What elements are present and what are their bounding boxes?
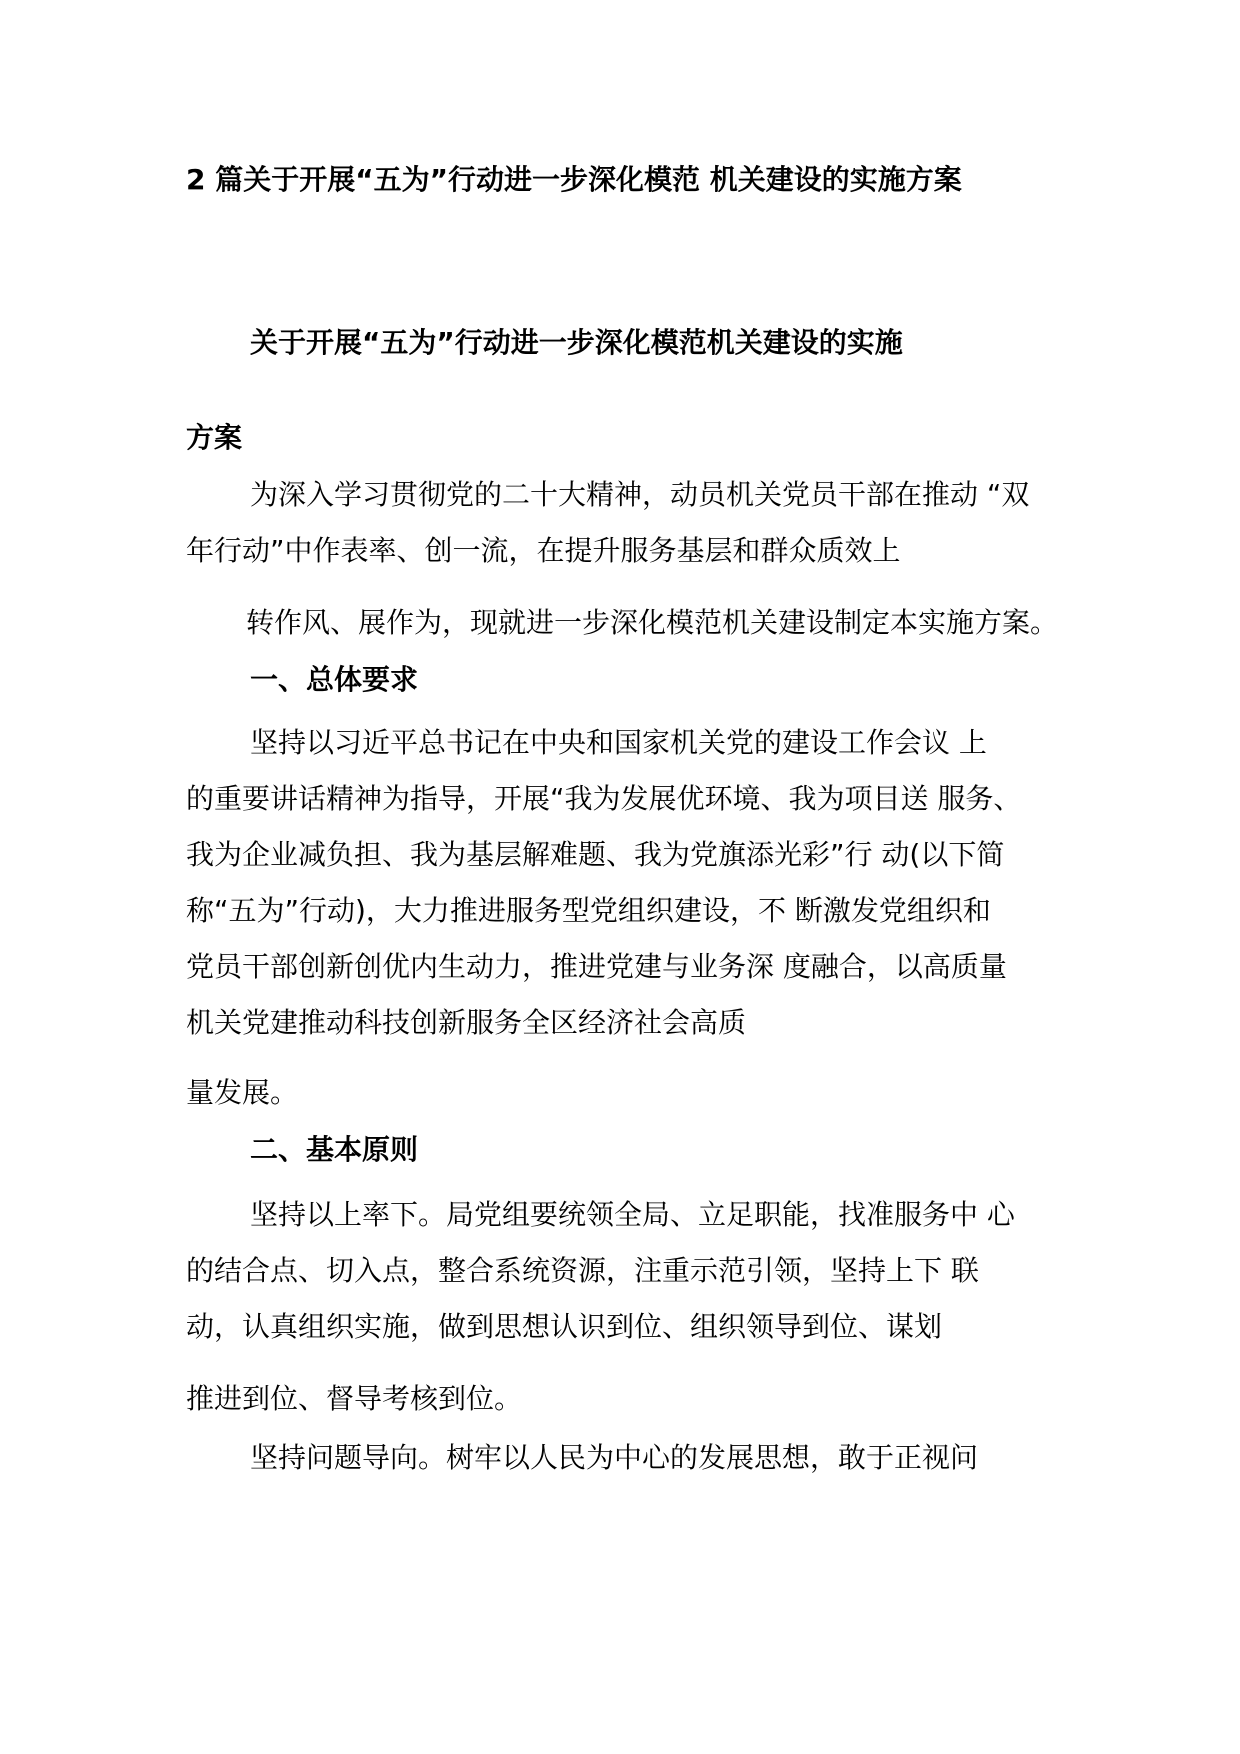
section-1-line: 量发展。 xyxy=(186,1076,299,1109)
section-2-line: 的结合点、切入点，整合系统资源，注重示范引领，坚持上下 联 xyxy=(186,1254,979,1287)
section-1-line: 称“五为”行动)，大力推进服务型党组织建设，不 断激发党组织和 xyxy=(186,894,991,927)
section-2-line: 坚持问题导向。树牢以人民为中心的发展思想，敢于正视问 xyxy=(250,1441,979,1474)
intro-line: 转作风、展作为，现就进一步深化模范机关建设制定本实施方案。 xyxy=(246,606,1059,639)
section-1-line: 的重要讲话精神为指导，开展“我为发展优环境、我为项目送 服务、 xyxy=(186,782,1022,815)
section-1-line: 党员干部创新创优内生动力，推进党建与业务深 度融合，以高质量 xyxy=(186,950,1007,983)
section-1-line: 坚持以习近平总书记在中央和国家机关党的建设工作会议 上 xyxy=(250,726,987,759)
section-2-heading: 二、基本原则 xyxy=(250,1133,419,1166)
document-header-title: 2 篇关于开展“五为”行动进一步深化模范 机关建设的实施方案 xyxy=(186,163,962,196)
section-2-line: 推进到位、督导考核到位。 xyxy=(186,1382,523,1415)
article-title-line-2: 方案 xyxy=(186,421,243,454)
section-1-heading: 一、总体要求 xyxy=(250,663,419,696)
section-1-line: 机关党建推动科技创新服务全区经济社会高质 xyxy=(186,1006,747,1039)
intro-line: 年行动”中作表率、创一流，在提升服务基层和群众质效上 xyxy=(186,534,901,567)
section-1-line: 我为企业减负担、我为基层解难题、我为党旗添光彩”行 动(以下简 xyxy=(186,838,1005,871)
section-2-line: 动，认真组织实施，做到思想认识到位、组织领导到位、谋划 xyxy=(186,1310,943,1343)
intro-line: 为深入学习贯彻党的二十大精神，动员机关党员干部在推动 “双 xyxy=(250,478,1030,511)
section-2-line: 坚持以上率下。局党组要统领全局、立足职能，找准服务中 心 xyxy=(250,1198,1015,1231)
article-title-line-1: 关于开展“五为”行动进一步深化模范机关建设的实施 xyxy=(250,326,903,359)
